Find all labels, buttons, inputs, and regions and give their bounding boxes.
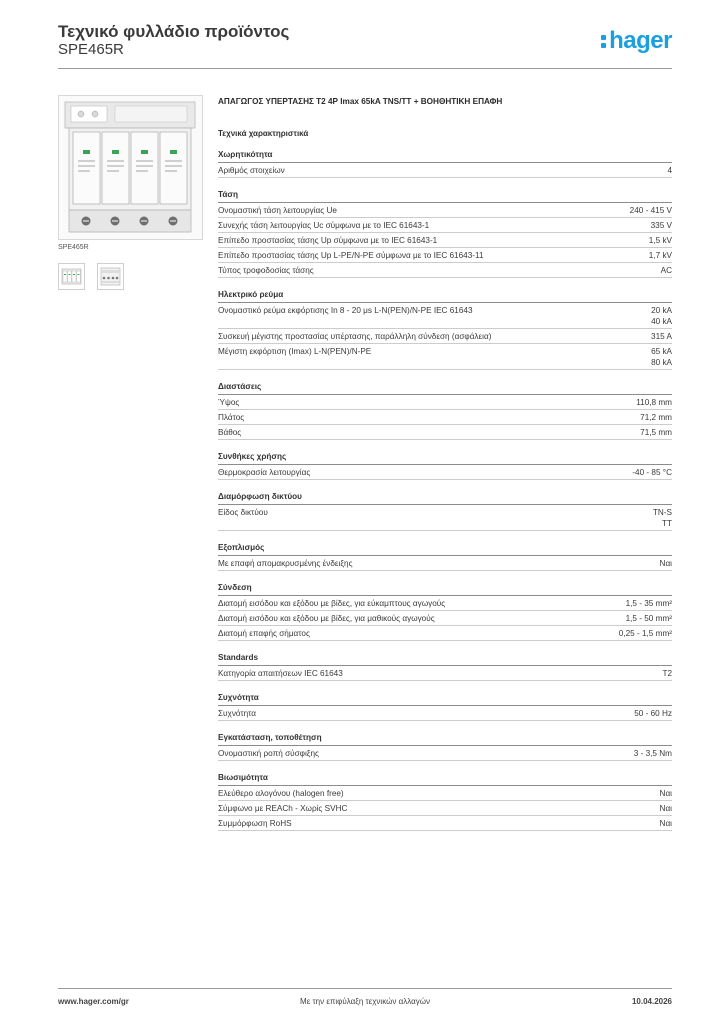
logo-dots-icon: [601, 33, 607, 49]
spec-value-line: 110,8 mm: [636, 398, 672, 407]
spec-row: [218, 801, 672, 816]
spec-label: Σύμφωνο με REACh - Χωρίς SVHC: [218, 804, 348, 813]
spec-row: [218, 706, 672, 721]
spec-section: [218, 382, 672, 440]
section-title: Τάση: [218, 190, 672, 203]
spec-value-line: 335 V: [650, 221, 672, 230]
spec-value: [661, 265, 672, 276]
spec-value: [619, 628, 672, 639]
spec-row: [218, 746, 672, 761]
spec-row: [218, 626, 672, 641]
section-title: Σύνδεση: [218, 583, 672, 596]
spec-label: Αριθμός στοιχείων: [218, 166, 285, 175]
spec-value: [651, 220, 672, 231]
document-title: Τεχνικό φυλλάδιο προϊόντος: [58, 22, 290, 41]
spec-row: [218, 666, 672, 681]
spec-label: Διατομή εισόδου και εξόδου με βίδες, για μαθικούς αγωγούς: [218, 614, 435, 623]
spec-value-line: 71,2 mm: [640, 413, 672, 422]
section-title: Συνθήκες χρήσης: [218, 452, 672, 465]
spec-label: Συμμόρφωση RoHS: [218, 819, 292, 828]
spec-section: [218, 653, 672, 681]
section-title: Χωρητικότητα: [218, 150, 672, 163]
spec-value-line: 4: [667, 166, 672, 175]
spec-label: Κατηγορία απαιτήσεων IEC 61643: [218, 669, 343, 678]
spec-value-line: -40 - 85 °C: [632, 468, 672, 477]
technical-characteristics-heading: Τεχνικά χαρακτηριστικά: [218, 129, 309, 138]
device-front-thumbnail-icon: [59, 264, 84, 289]
thumbnail-front[interactable]: [58, 263, 85, 290]
spec-row: [218, 410, 672, 425]
spec-value: [651, 305, 672, 327]
spec-section: [218, 452, 672, 480]
spec-value: [649, 235, 672, 246]
spec-value-line: 0,25 - 1,5 mm²: [618, 629, 672, 638]
footer-date: 10.04.2026: [631, 997, 672, 1006]
spec-row: [218, 465, 672, 480]
section-title: Διαμόρφωση δικτύου: [218, 492, 672, 505]
section-title: Συχνότητα: [218, 693, 672, 706]
image-product-code: SPE465R: [58, 244, 89, 251]
spec-label: Διατομή εισόδου και εξόδου με βίδες, για εύκαμπτους αγωγούς: [218, 599, 446, 608]
spec-section: [218, 150, 672, 178]
spec-label: Επίπεδο προστασίας τάσης Up σύμφωνα με το IEC 61643-1: [218, 236, 438, 245]
spec-label: Ύψος: [218, 398, 240, 407]
spec-value-line: 40 kA: [651, 317, 672, 326]
header-divider: [58, 68, 672, 69]
spec-label: Θερμοκρασία λειτουργίας: [218, 468, 311, 477]
product-heading: ΑΠΑΓΩΓΟΣ ΥΠΕΡΤΑΣΗΣ Τ2 4Ρ Imax 65kA TNS/TT + ΒΟΗΘΗΤΙΚΗ ΕΠΑΦΗ: [218, 97, 503, 106]
spec-row: [218, 303, 672, 329]
document-product-code: SPE465R: [58, 41, 124, 58]
spec-label: Διατομή επαφής σήματος: [218, 629, 310, 638]
spec-value-line: Ναι: [659, 559, 672, 568]
spec-value-line: Ναι: [659, 819, 672, 828]
product-image: [58, 95, 203, 240]
logo-text: hager: [609, 27, 672, 54]
spec-row: [218, 816, 672, 831]
spec-value-line: 1,5 - 35 mm²: [625, 599, 672, 608]
spec-row: [218, 786, 672, 801]
section-title: Βιωσιμότητα: [218, 773, 672, 786]
spec-value-line: Ναι: [659, 789, 672, 798]
spec-label: Μέγιστη εκφόρτιση (Imax) L-N(PEN)/N-PE: [218, 347, 372, 356]
spec-value: [630, 205, 672, 216]
spec-value: [626, 598, 672, 609]
thumbnail-top[interactable]: [97, 263, 124, 290]
section-title: Ηλεκτρικό ρεύμα: [218, 290, 672, 303]
spec-value: [649, 250, 672, 261]
spec-value-line: 3 - 3,5 Nm: [633, 749, 672, 758]
spec-label: Ονομαστικό ρεύμα εκφόρτισης In 8 - 20 μs L-N(PEN)/N-PE IEC 61643: [218, 306, 473, 315]
section-title: Εξοπλισμός: [218, 543, 672, 556]
spec-row: [218, 344, 672, 370]
spec-label: Ονομαστική τάση λειτουργίας Ue: [218, 206, 337, 215]
spec-row: [218, 263, 672, 278]
footer-disclaimer: Με την επιφύλαξη τεχνικών αλλαγών: [300, 997, 430, 1006]
section-title: Standards: [218, 653, 672, 666]
spec-value: [660, 788, 672, 799]
spec-value-line: TN-S: [652, 508, 672, 517]
spec-value-line: 1,7 kV: [648, 251, 672, 260]
spec-value: [651, 346, 672, 368]
spec-row: [218, 395, 672, 410]
spec-value-line: 315 A: [651, 332, 672, 341]
spec-value-line: TT: [661, 519, 672, 528]
spec-value: [632, 467, 672, 478]
spec-label: Είδος δικτύου: [218, 508, 268, 517]
spec-value: [660, 818, 672, 829]
spec-row: [218, 203, 672, 218]
footer-divider: [58, 988, 672, 989]
spec-label: Ονομαστική ροπή σύσφιξης: [218, 749, 319, 758]
spec-value: [634, 708, 672, 719]
device-top-thumbnail-icon: [98, 264, 123, 289]
spec-value: [626, 613, 672, 624]
spec-label: Πλάτος: [218, 413, 245, 422]
main-content: [218, 96, 672, 843]
spec-value: [662, 668, 672, 679]
spec-row: [218, 611, 672, 626]
spec-row: [218, 425, 672, 440]
spec-value-line: Ναι: [659, 804, 672, 813]
spec-value-line: 1,5 kV: [648, 236, 672, 245]
spec-value: [640, 427, 672, 438]
spec-section: [218, 492, 672, 531]
spec-value: [667, 165, 672, 176]
spec-row: [218, 505, 672, 531]
footer-website-link[interactable]: www.hager.com/gr: [58, 997, 129, 1006]
spec-row: [218, 329, 672, 344]
spec-value-line: 1,5 - 50 mm²: [625, 614, 672, 623]
spec-value-line: 80 kA: [651, 358, 672, 367]
spec-value: [651, 331, 672, 342]
spec-value-line: 240 - 415 V: [629, 206, 672, 215]
spec-value-line: 71,5 mm: [640, 428, 672, 437]
spec-label: Τύπος τροφοδοσίας τάσης: [218, 266, 314, 275]
section-title: Εγκατάσταση, τοποθέτηση: [218, 733, 672, 746]
spec-section: [218, 693, 672, 721]
spec-section: [218, 583, 672, 641]
spec-label: Συχνότητα: [218, 709, 257, 718]
spec-row: [218, 248, 672, 263]
spec-value: [634, 748, 672, 759]
spec-label: Με επαφή απομακρυσμένης ένδειξης: [218, 559, 353, 568]
spec-row: [218, 233, 672, 248]
section-title: Διαστάσεις: [218, 382, 672, 395]
spec-value: [636, 397, 672, 408]
spec-value: [660, 803, 672, 814]
spec-row: [218, 596, 672, 611]
spec-label: Συνεχής τάση λειτουργίας Uc σύμφωνα με το IEC 61643-1: [218, 221, 430, 230]
spec-value: [653, 507, 672, 529]
spec-row: [218, 556, 672, 571]
spec-value: [660, 558, 672, 569]
page-header: [58, 20, 672, 70]
surge-arrester-icon: [59, 96, 202, 239]
spec-label: Επίπεδο προστασίας τάσης Up L-PE/N-PE σύμφωνα με το IEC 61643-11: [218, 251, 484, 260]
spec-value-line: 20 kA: [651, 306, 672, 315]
spec-row: [218, 163, 672, 178]
hager-logo: [601, 26, 672, 56]
spec-section: [218, 773, 672, 831]
spec-section: [218, 733, 672, 761]
spec-section: [218, 190, 672, 278]
spec-row: [218, 218, 672, 233]
spec-section: [218, 543, 672, 571]
spec-label: Ελεύθερο αλογόνου (halogen free): [218, 789, 344, 798]
spec-sections: [218, 150, 672, 831]
spec-value: [640, 412, 672, 423]
spec-value-line: T2: [662, 669, 672, 678]
spec-value-line: AC: [660, 266, 672, 275]
spec-value-line: 50 - 60 Hz: [634, 709, 672, 718]
spec-label: Συσκευή μέγιστης προστασίας υπέρτασης, παράλληλη σύνδεση (ασφάλεια): [218, 332, 492, 341]
spec-label: Βάθος: [218, 428, 242, 437]
spec-value-line: 65 kA: [651, 347, 672, 356]
spec-section: [218, 290, 672, 370]
